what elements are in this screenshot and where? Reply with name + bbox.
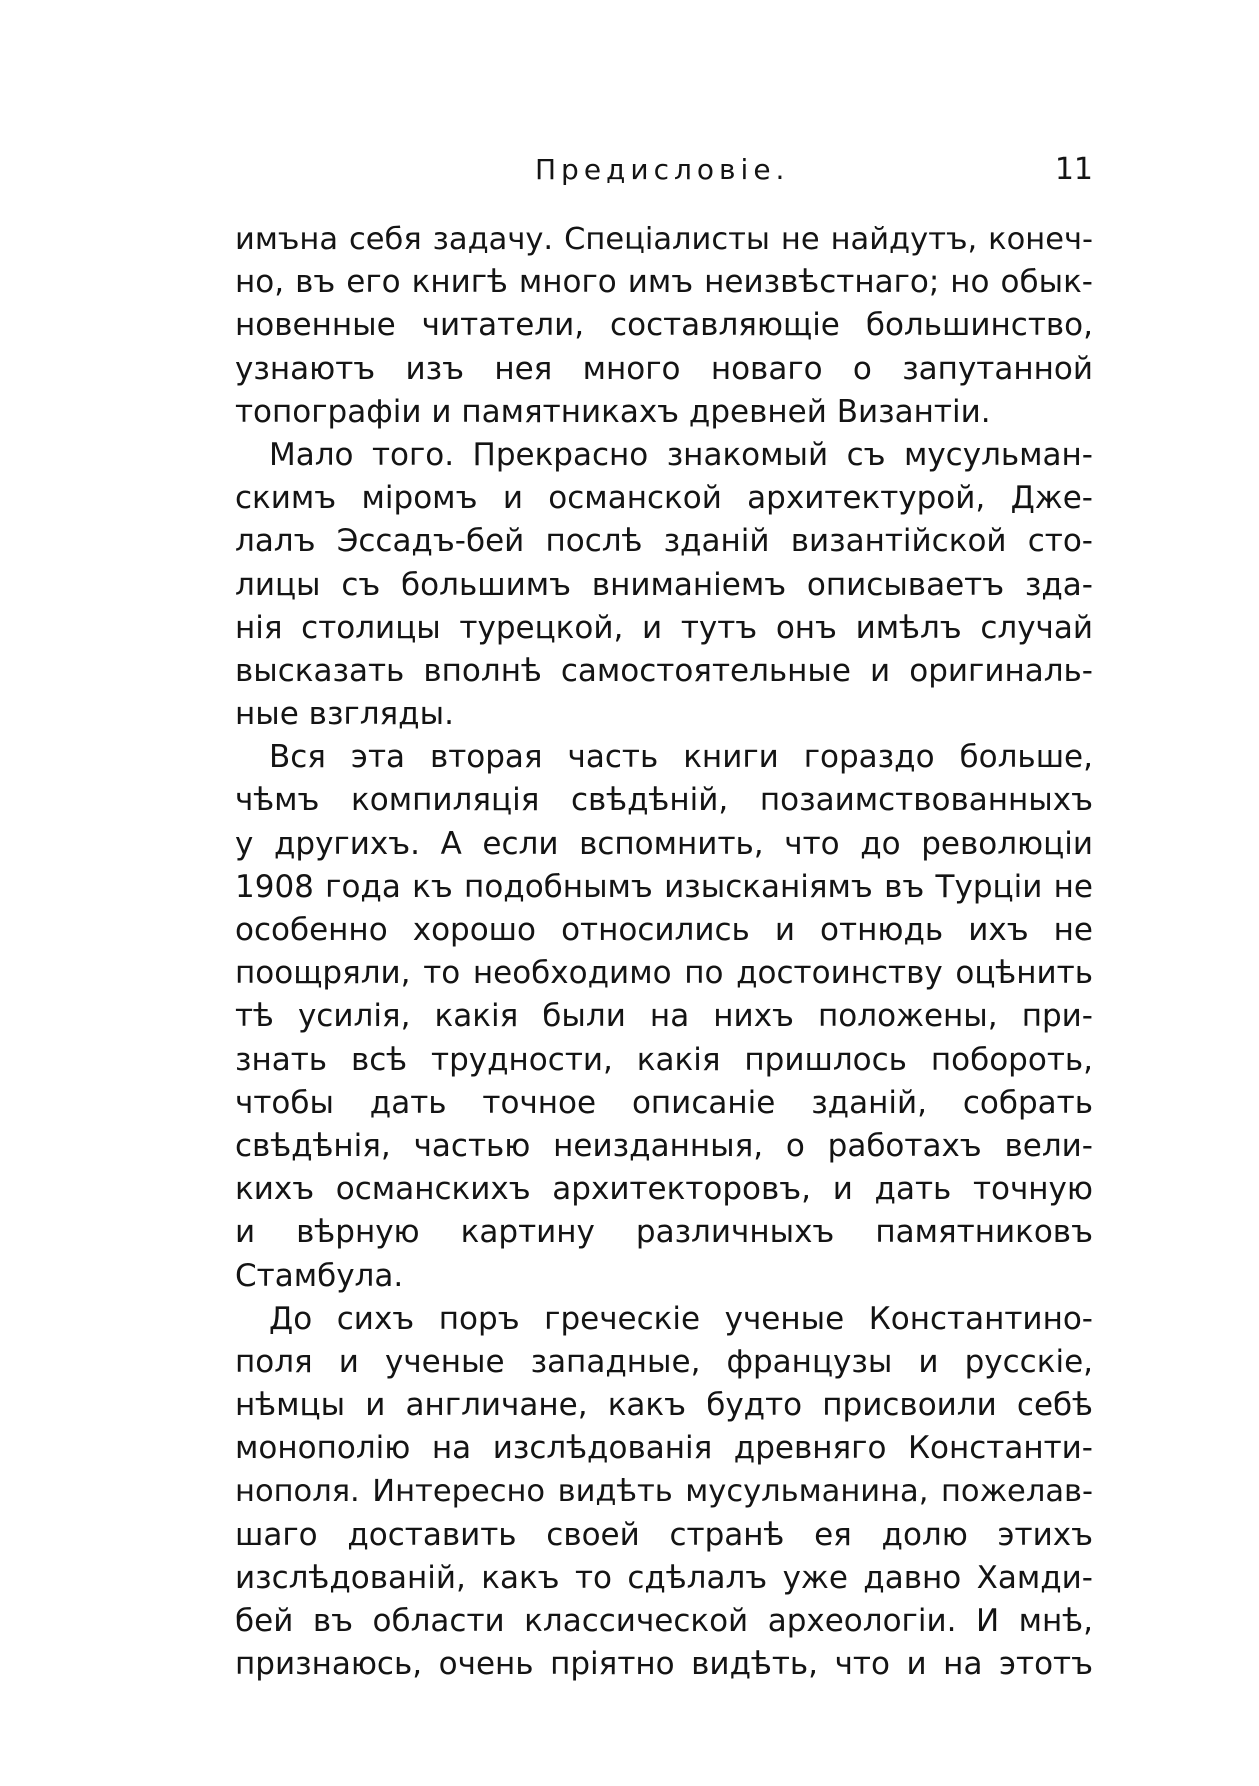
text-line: особенно хорошо относились и отнюдь ихъ не [235,912,1093,948]
text-line: 1908 года къ подобнымъ изысканіямъ въ Турціи не [235,868,1093,905]
running-head [235,150,1093,190]
text-line: бей въ области классической археологіи. И мнѣ, [235,1603,1093,1639]
text-line: топографіи и памятникахъ древней Византіи. [235,393,991,430]
paragraph-first-line: До сихъ поръ греческіе ученые Константино- [269,1300,1093,1337]
page-number: 11 [1054,152,1093,187]
text-line: монополію на изслѣдованія древняго Константи- [235,1430,1093,1467]
text-line: имъна себя задачу. Спеціалисты не найдутъ, конеч- [235,222,1093,257]
text-line: высказать вполнѣ самостоятельные и оригиналь- [235,652,1093,689]
text-line: но, въ его книгѣ много имъ неизвѣстнаго; но обык- [235,264,1093,301]
body-text [235,218,1093,1686]
text-line: лицы съ большимъ вниманіемъ описываетъ зда- [235,566,1093,603]
text-line: нополя. Интересно видѣть мусульманина, пожелав- [235,1474,1093,1510]
text-line: нѣмцы и англичане, какъ будто присвоили себѣ [235,1387,1093,1424]
paragraph-first-line: Мало того. Прекрасно знакомый съ мусульман- [269,436,1093,473]
text-line: свѣдѣнія, частью неизданныя, о работахъ вели- [235,1127,1093,1164]
text-line: лалъ Эссадъ-бей послѣ зданій византійской сто- [235,523,1093,560]
text-line: изслѣдованій, какъ то сдѣлалъ уже давно Хамди- [235,1559,1093,1596]
text-line: тѣ усилія, какія были на нихъ положены, при- [235,998,1093,1035]
text-line: и вѣрную картину различныхъ памятниковъ [235,1214,1093,1251]
text-line: чѣмъ компиляція свѣдѣній, позаимствованныхъ [235,782,1093,819]
text-line: поля и ученые западные, французы и русскіе, [235,1343,1093,1380]
text-line: узнаютъ изъ нея много новаго о запутанной [235,350,1093,387]
text-line: скимъ міромъ и османской архитектурой, Дже- [235,480,1093,517]
text-line: признаюсь, очень пріятно видѣть, что и на этотъ [235,1646,1093,1683]
text-line: нія столицы турецкой, и тутъ онъ имѣлъ случай [235,609,1093,646]
text-line: Стамбула. [235,1257,404,1294]
text-line: новенные читатели, составляющіе большинство, [235,307,1093,344]
text-line: знать всѣ трудности, какія пришлось побороть, [235,1041,1093,1078]
text-line: у другихъ. А если вспомнить, что до революціи [235,825,1093,862]
text-line: поощряли, то необходимо по достоинству оцѣнить [235,955,1093,992]
text-line: кихъ османскихъ архитекторовъ, и дать точную [235,1171,1093,1208]
text-line: шаго доставить своей странѣ ея долю этихъ [235,1516,1093,1553]
paragraph-first-line: Вся эта вторая часть книги гораздо больше, [269,739,1093,776]
text-line: ные взгляды. [235,696,454,733]
text-line: чтобы дать точное описаніе зданій, собрать [235,1084,1093,1121]
running-title: Предисловіе. [535,153,790,186]
